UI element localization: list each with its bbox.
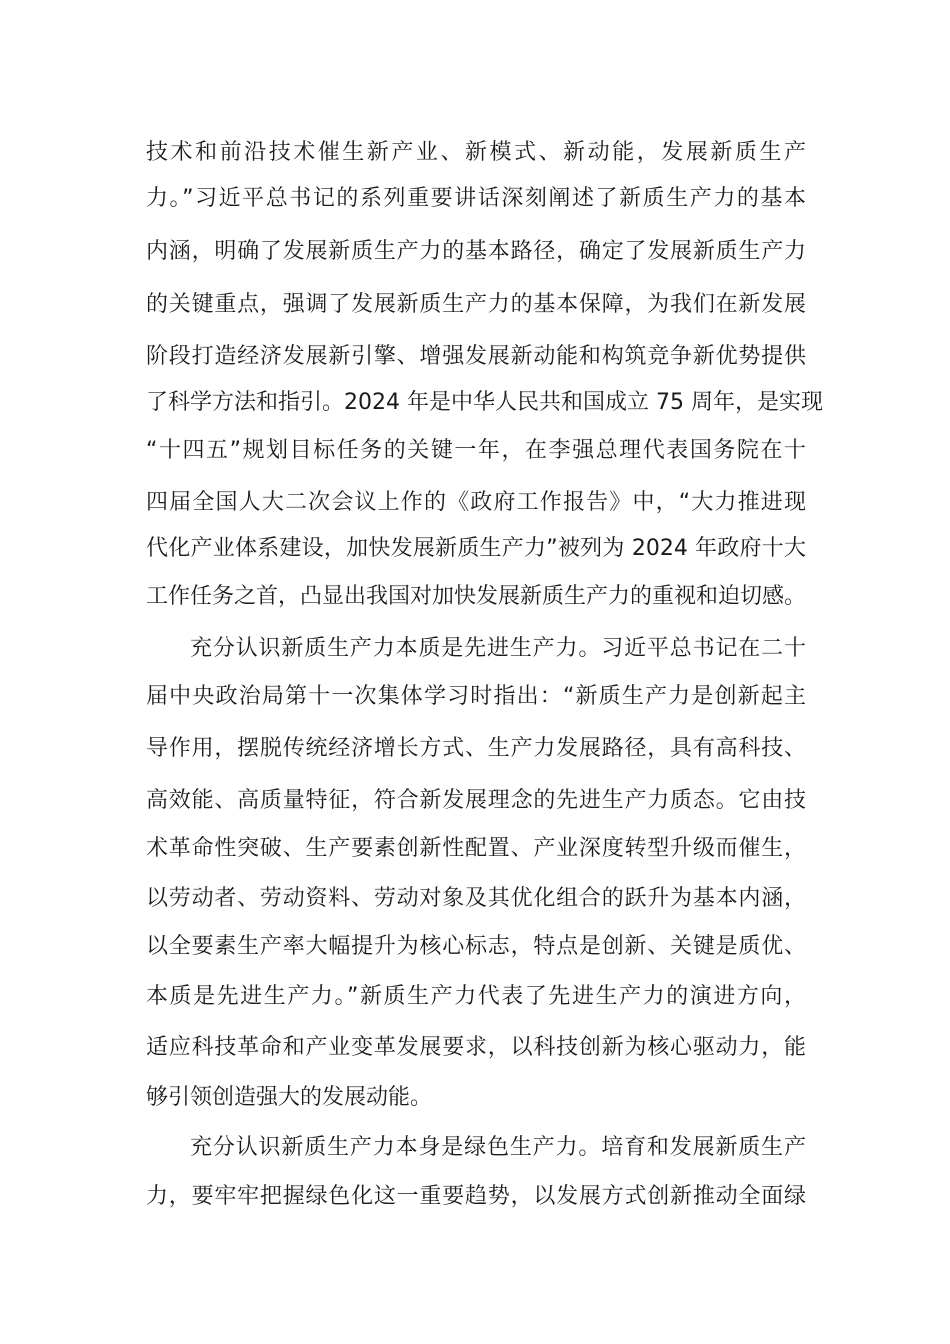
- text-line: 了科学方法和指引。2024 年是中华人民共和国成立 75 周年，是实现: [146, 390, 823, 415]
- text-line: 四届全国人大二次会议上作的《政府工作报告》中，“大力推进现: [146, 490, 806, 515]
- text-line: 力，要牢牢把握绿色化这一重要趋势，以发展方式创新推动全面绿: [146, 1184, 806, 1209]
- paragraph-first-line: 充分认识新质生产力本质是先进生产力。习近平总书记在二十: [190, 636, 806, 661]
- paragraph-first-line: 充分认识新质生产力本身是绿色生产力。培育和发展新质生产: [190, 1135, 806, 1160]
- text-line: 术革命性突破、生产要素创新性配置、产业深度转型升级而催生，: [146, 836, 806, 861]
- text-line: 导作用，摆脱传统经济增长方式、生产力发展路径，具有高科技、: [146, 736, 806, 761]
- text-line: 适应科技革命和产业变革发展要求，以科技创新为核心驱动力，能: [146, 1035, 806, 1060]
- text-line: 技术和前沿技术催生新产业、新模式、新动能，发展新质生产: [146, 140, 806, 165]
- text-line: 以劳动者、劳动资料、劳动对象及其优化组合的跃升为基本内涵，: [146, 886, 806, 911]
- text-line: 的关键重点，强调了发展新质生产力的基本保障，为我们在新发展: [146, 292, 806, 317]
- text-line: 阶段打造经济发展新引擎、增强发展新动能和构筑竞争新优势提供: [146, 344, 806, 369]
- text-line: 工作任务之首，凸显出我国对加快发展新质生产力的重视和迫切感。: [146, 584, 807, 609]
- text-line: 内涵，明确了发展新质生产力的基本路径，确定了发展新质生产力: [146, 239, 806, 264]
- text-line: 高效能、高质量特征，符合新发展理念的先进生产力质态。它由技: [146, 788, 806, 813]
- text-line: 以全要素生产率大幅提升为核心标志，特点是创新、关键是质优、: [146, 934, 806, 959]
- text-line: 届中央政治局第十一次集体学习时指出：“新质生产力是创新起主: [146, 684, 806, 709]
- text-line: 本质是先进生产力。”新质生产力代表了先进生产力的演进方向，: [146, 984, 806, 1009]
- text-line: “十四五”规划目标任务的关键一年，在李强总理代表国务院在十: [146, 438, 806, 463]
- text-line: 代化产业体系建设，加快发展新质生产力”被列为 2024 年政府十大: [146, 536, 806, 561]
- paragraph-last-line: 够引领创造强大的发展动能。: [146, 1085, 433, 1110]
- text-line: 力。”习近平总书记的系列重要讲话深刻阐述了新质生产力的基本: [146, 186, 806, 211]
